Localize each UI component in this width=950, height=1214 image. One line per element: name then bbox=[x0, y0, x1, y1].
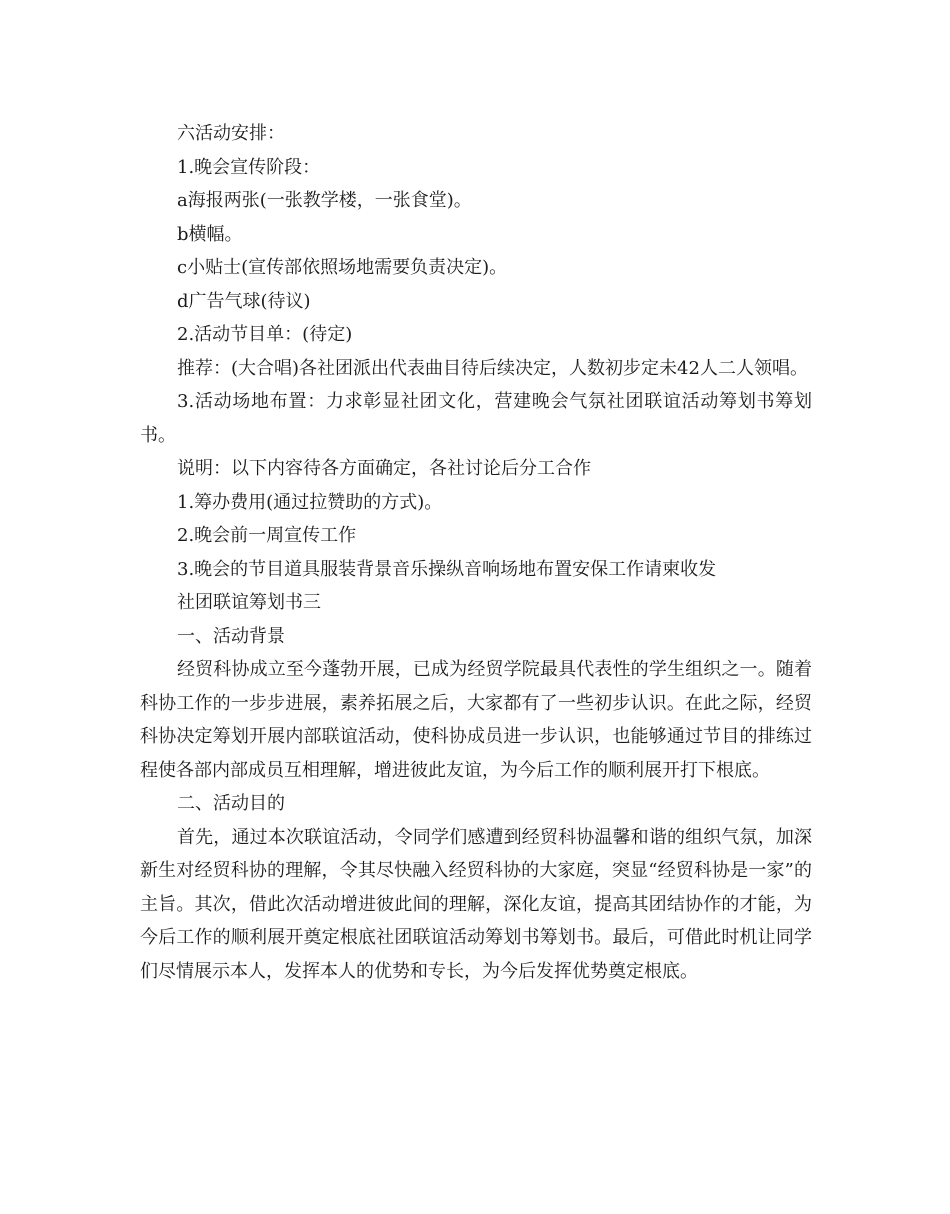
list-item-banner: b横幅。 bbox=[177, 223, 243, 245]
paragraph-venue-setup: 3.活动场地布置：力求彰显社团文化，营建晚会气氛社团联谊活动筹划书筹划书。 bbox=[140, 391, 812, 446]
list-item-tips: c小贴士(宣传部依照场地需要负责决定)。 bbox=[177, 257, 508, 278]
note-line: 说明：以下内容待各方面确定，各社讨论后分工合作 bbox=[177, 458, 591, 479]
document-subtitle: 社团联谊筹划书三 bbox=[177, 592, 321, 613]
section-heading-purpose: 二、活动目的 bbox=[177, 793, 285, 814]
section-heading-activity-arrangement: 六活动安排： bbox=[177, 123, 285, 144]
list-item-promotion-stage: 1.晚会宣传阶段： bbox=[177, 156, 321, 178]
list-item-balloons: d广告气球(待议) bbox=[177, 290, 311, 312]
document-body bbox=[140, 117, 812, 988]
list-item-logistics: 3.晚会的节目道具服装背景音乐操纵音响场地布置安保工作请柬收发 bbox=[177, 558, 717, 580]
list-item-posters: a海报两张(一张教学楼，一张食堂)。 bbox=[177, 190, 472, 211]
section-heading-background: 一、活动背景 bbox=[177, 625, 285, 647]
paragraph-recommendation: 推荐：(大合唱)各社团派出代表曲目待后续决定，人数初步定未42人二人领唱。 bbox=[177, 357, 808, 379]
list-item-funding: 1.筹办费用(通过拉赞助的方式)。 bbox=[177, 491, 443, 513]
list-item-promotion-week: 2.晚会前一周宣传工作 bbox=[177, 525, 357, 546]
list-item-program-list: 2.活动节目单：(待定) bbox=[177, 324, 353, 345]
paragraph-purpose: 首先，通过本次联谊活动，令同学们感遭到经贸科协温馨和谐的组织气氛，加深新生对经贸科协的理解，令其尽快融入经贸科协的大家庭，突显“经贸科协是一家”的主旨。其次，借此次活动增进彼此间的理解，深化友谊，提高其团结协作的才能，为今后工作的顺利展开奠定根底社团联谊活动筹划书筹划书。最后，可借此时机让同学们尽情展示本人，发挥本人的优势和专长，为今后发挥优势奠定根底。 bbox=[140, 826, 812, 982]
paragraph-background: 经贸科协成立至今蓬勃开展，已成为经贸学院最具代表性的学生组织之一。随着科协工作的一步步进展，素养拓展之后，大家都有了一些初步认识。在此之际，经贸科协决定筹划开展内部联谊活动，使科协成员进一步认识，也能够通过节目的排练过程使各部内部成员互相理解，增进彼此友谊，为今后工作的顺利展开打下根底。 bbox=[140, 659, 812, 781]
